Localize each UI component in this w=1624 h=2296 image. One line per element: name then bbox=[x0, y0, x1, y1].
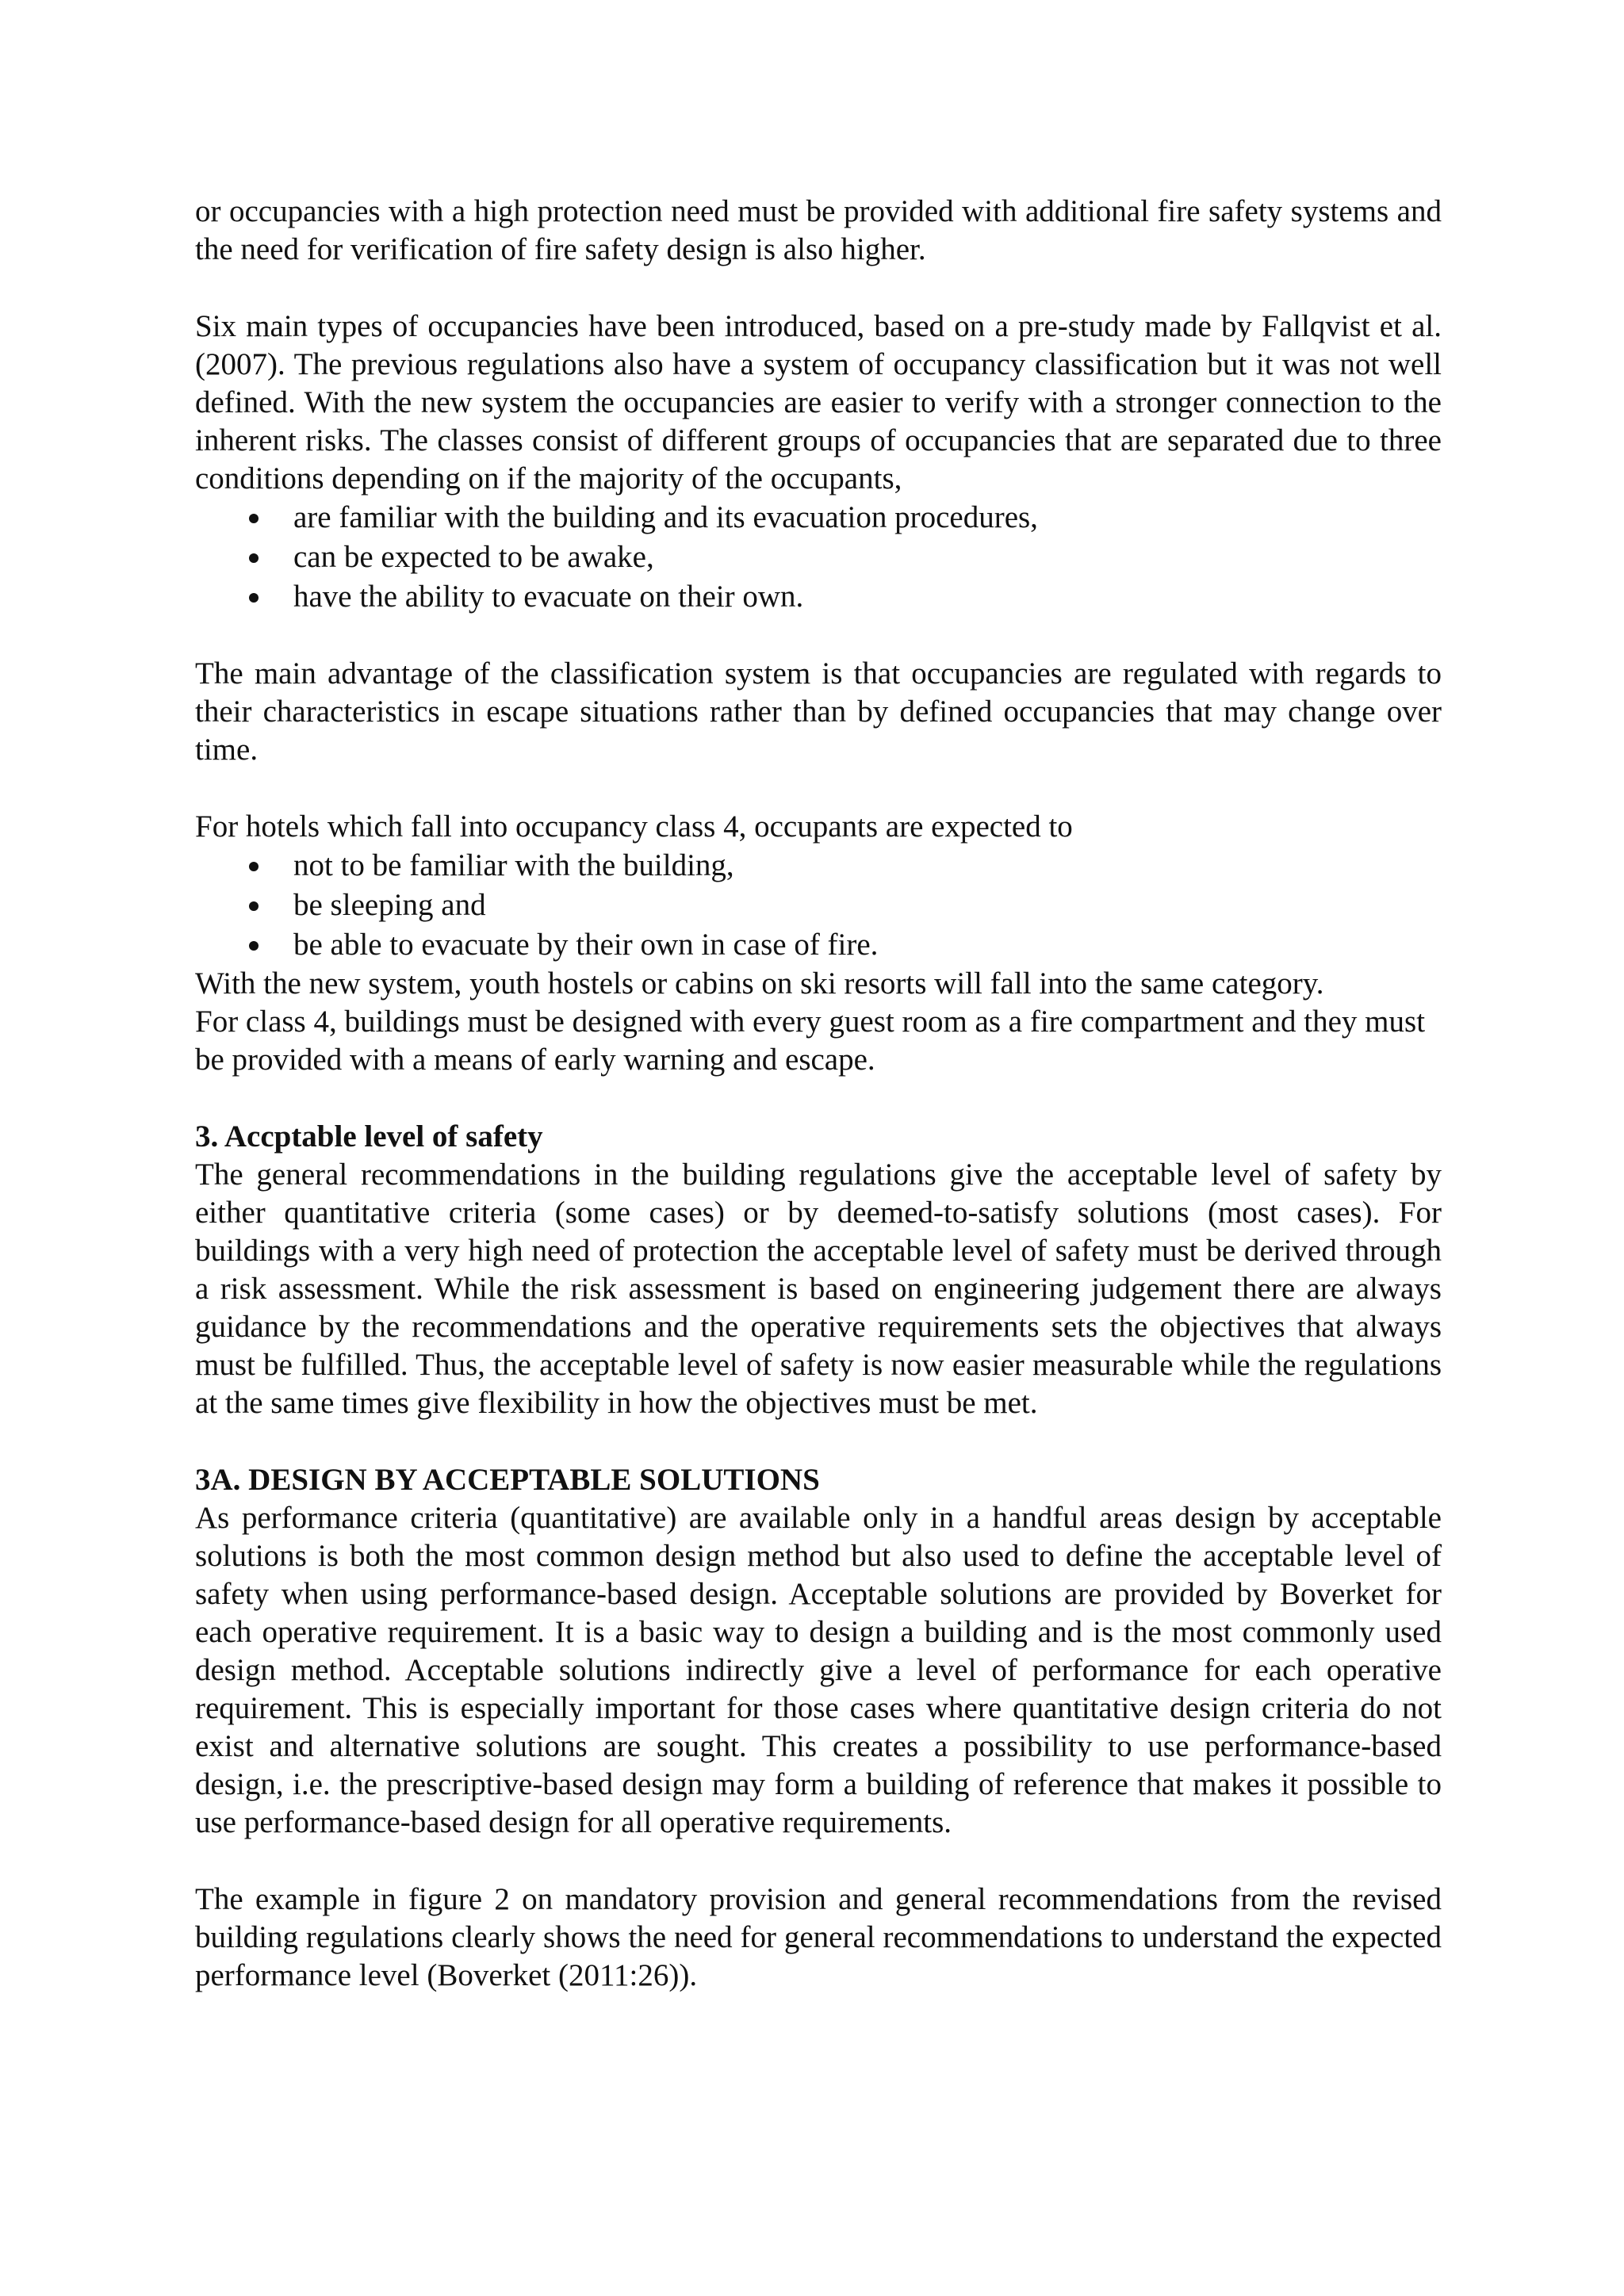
paragraph-acceptable-solutions: As performance criteria (quantitative) are available only in a handful areas design by acceptable solutions is both the most common design method but also used to define the acceptable level of safety when using performance-based design. Acceptable solutions are provided by Boverket for each operative requirement. It is a basic way to design a building and is the most commonly used design method. Acceptable solutions indirectly give a level of performance for each operative requirement. This is especially important for those cases where quantitative design criteria do not exist and alternative solutions are sought. This creates a possibility to use performance-based design, i.e. the prescriptive-based design may form a building of reference that makes it possible to use performance-based design for all operative requirements. bbox=[195, 1501, 1442, 1839]
section-heading-acceptable-solutions: 3A. DESIGN BY ACCEPTABLE SOLUTIONS bbox=[195, 1463, 820, 1497]
paragraph-class-4-design: For class 4, buildings must be designed with every guest room as a fire compartment and they must be provided with a means of early warning and escape. bbox=[195, 1004, 1426, 1077]
paragraph-occupancy-types: Six main types of occupancies have been introduced, based on a pre-study made by Fallqvist et al. (2007). The previous regulations also have a system of occupancy classification but it was not well defined. With the new system the occupancies are easier to verify with a stronger connection to the inherent risks. The classes consist of different groups of occupancies that are separated due to three conditions depending on if the majority of the occupants, bbox=[195, 309, 1442, 496]
paragraph-fire-safety-systems: or occupancies with a high protection need must be provided with additional fire safety systems and the need for verification of fire safety design is also higher. bbox=[195, 194, 1442, 266]
section-heading-acceptable-level: 3. Accptable level of safety bbox=[195, 1119, 543, 1154]
bullet-icon bbox=[249, 514, 259, 523]
document-body bbox=[195, 193, 1442, 1995]
list-item bbox=[195, 846, 1442, 886]
list-item-text: be sleeping and bbox=[293, 888, 486, 922]
paragraph-acceptable-level: The general recommendations in the building regulations give the acceptable level of safety by either quantitative criteria (some cases) or by deemed-to-satisfy solutions (most cases). For buildings with a very high need of protection the acceptable level of safety must be derived through a risk assessment. While the risk assessment is based on engineering judgement there are always guidance by the recommendations and the operative requirements sets the objectives that always must be fulfilled. Thus, the acceptable level of safety is now easier measurable while the regulations at the same times give flexibility in how the objectives must be met. bbox=[195, 1158, 1442, 1420]
list-item-text: have the ability to evacuate on their own. bbox=[293, 580, 804, 614]
list-item-text: are familiar with the building and its evacuation procedures, bbox=[293, 500, 1038, 534]
paragraph-spacer bbox=[195, 1422, 1442, 1461]
bullet-icon bbox=[249, 941, 259, 951]
bullet-icon bbox=[249, 553, 259, 563]
occupant-conditions-list bbox=[195, 498, 1442, 617]
list-item-text: be able to evacuate by their own in case of fire. bbox=[293, 928, 879, 962]
bullet-icon bbox=[249, 862, 259, 871]
list-item bbox=[195, 538, 1442, 577]
bullet-icon bbox=[249, 593, 259, 603]
list-item bbox=[195, 886, 1442, 925]
paragraph-spacer bbox=[195, 1079, 1442, 1118]
bullet-icon bbox=[249, 901, 259, 911]
paragraph-spacer bbox=[195, 1842, 1442, 1881]
paragraph-spacer bbox=[195, 617, 1442, 655]
list-item bbox=[195, 498, 1442, 538]
list-item-text: not to be familiar with the building, bbox=[293, 848, 734, 882]
paragraph-hotels-intro: For hotels which fall into occupancy class 4, occupants are expected to bbox=[195, 809, 1073, 844]
list-item-text: can be expected to be awake, bbox=[293, 540, 654, 574]
list-item bbox=[195, 925, 1442, 965]
paragraph-spacer bbox=[195, 769, 1442, 808]
paragraph-youth-hostels: With the new system, youth hostels or cabins on ski resorts will fall into the same category. bbox=[195, 966, 1324, 1001]
paragraph-figure-2-example: The example in figure 2 on mandatory provision and general recommendations from the revised building regulations clearly shows the need for general recommendations to understand the expected performance level (Boverket (2011:26)). bbox=[195, 1882, 1442, 1992]
hotel-occupant-list bbox=[195, 846, 1442, 965]
paragraph-spacer bbox=[195, 269, 1442, 308]
list-item bbox=[195, 577, 1442, 617]
paragraph-classification-advantage: The main advantage of the classification system is that occupancies are regulated with regards to their characteristics in escape situations rather than by defined occupancies that may change over time. bbox=[195, 656, 1442, 767]
